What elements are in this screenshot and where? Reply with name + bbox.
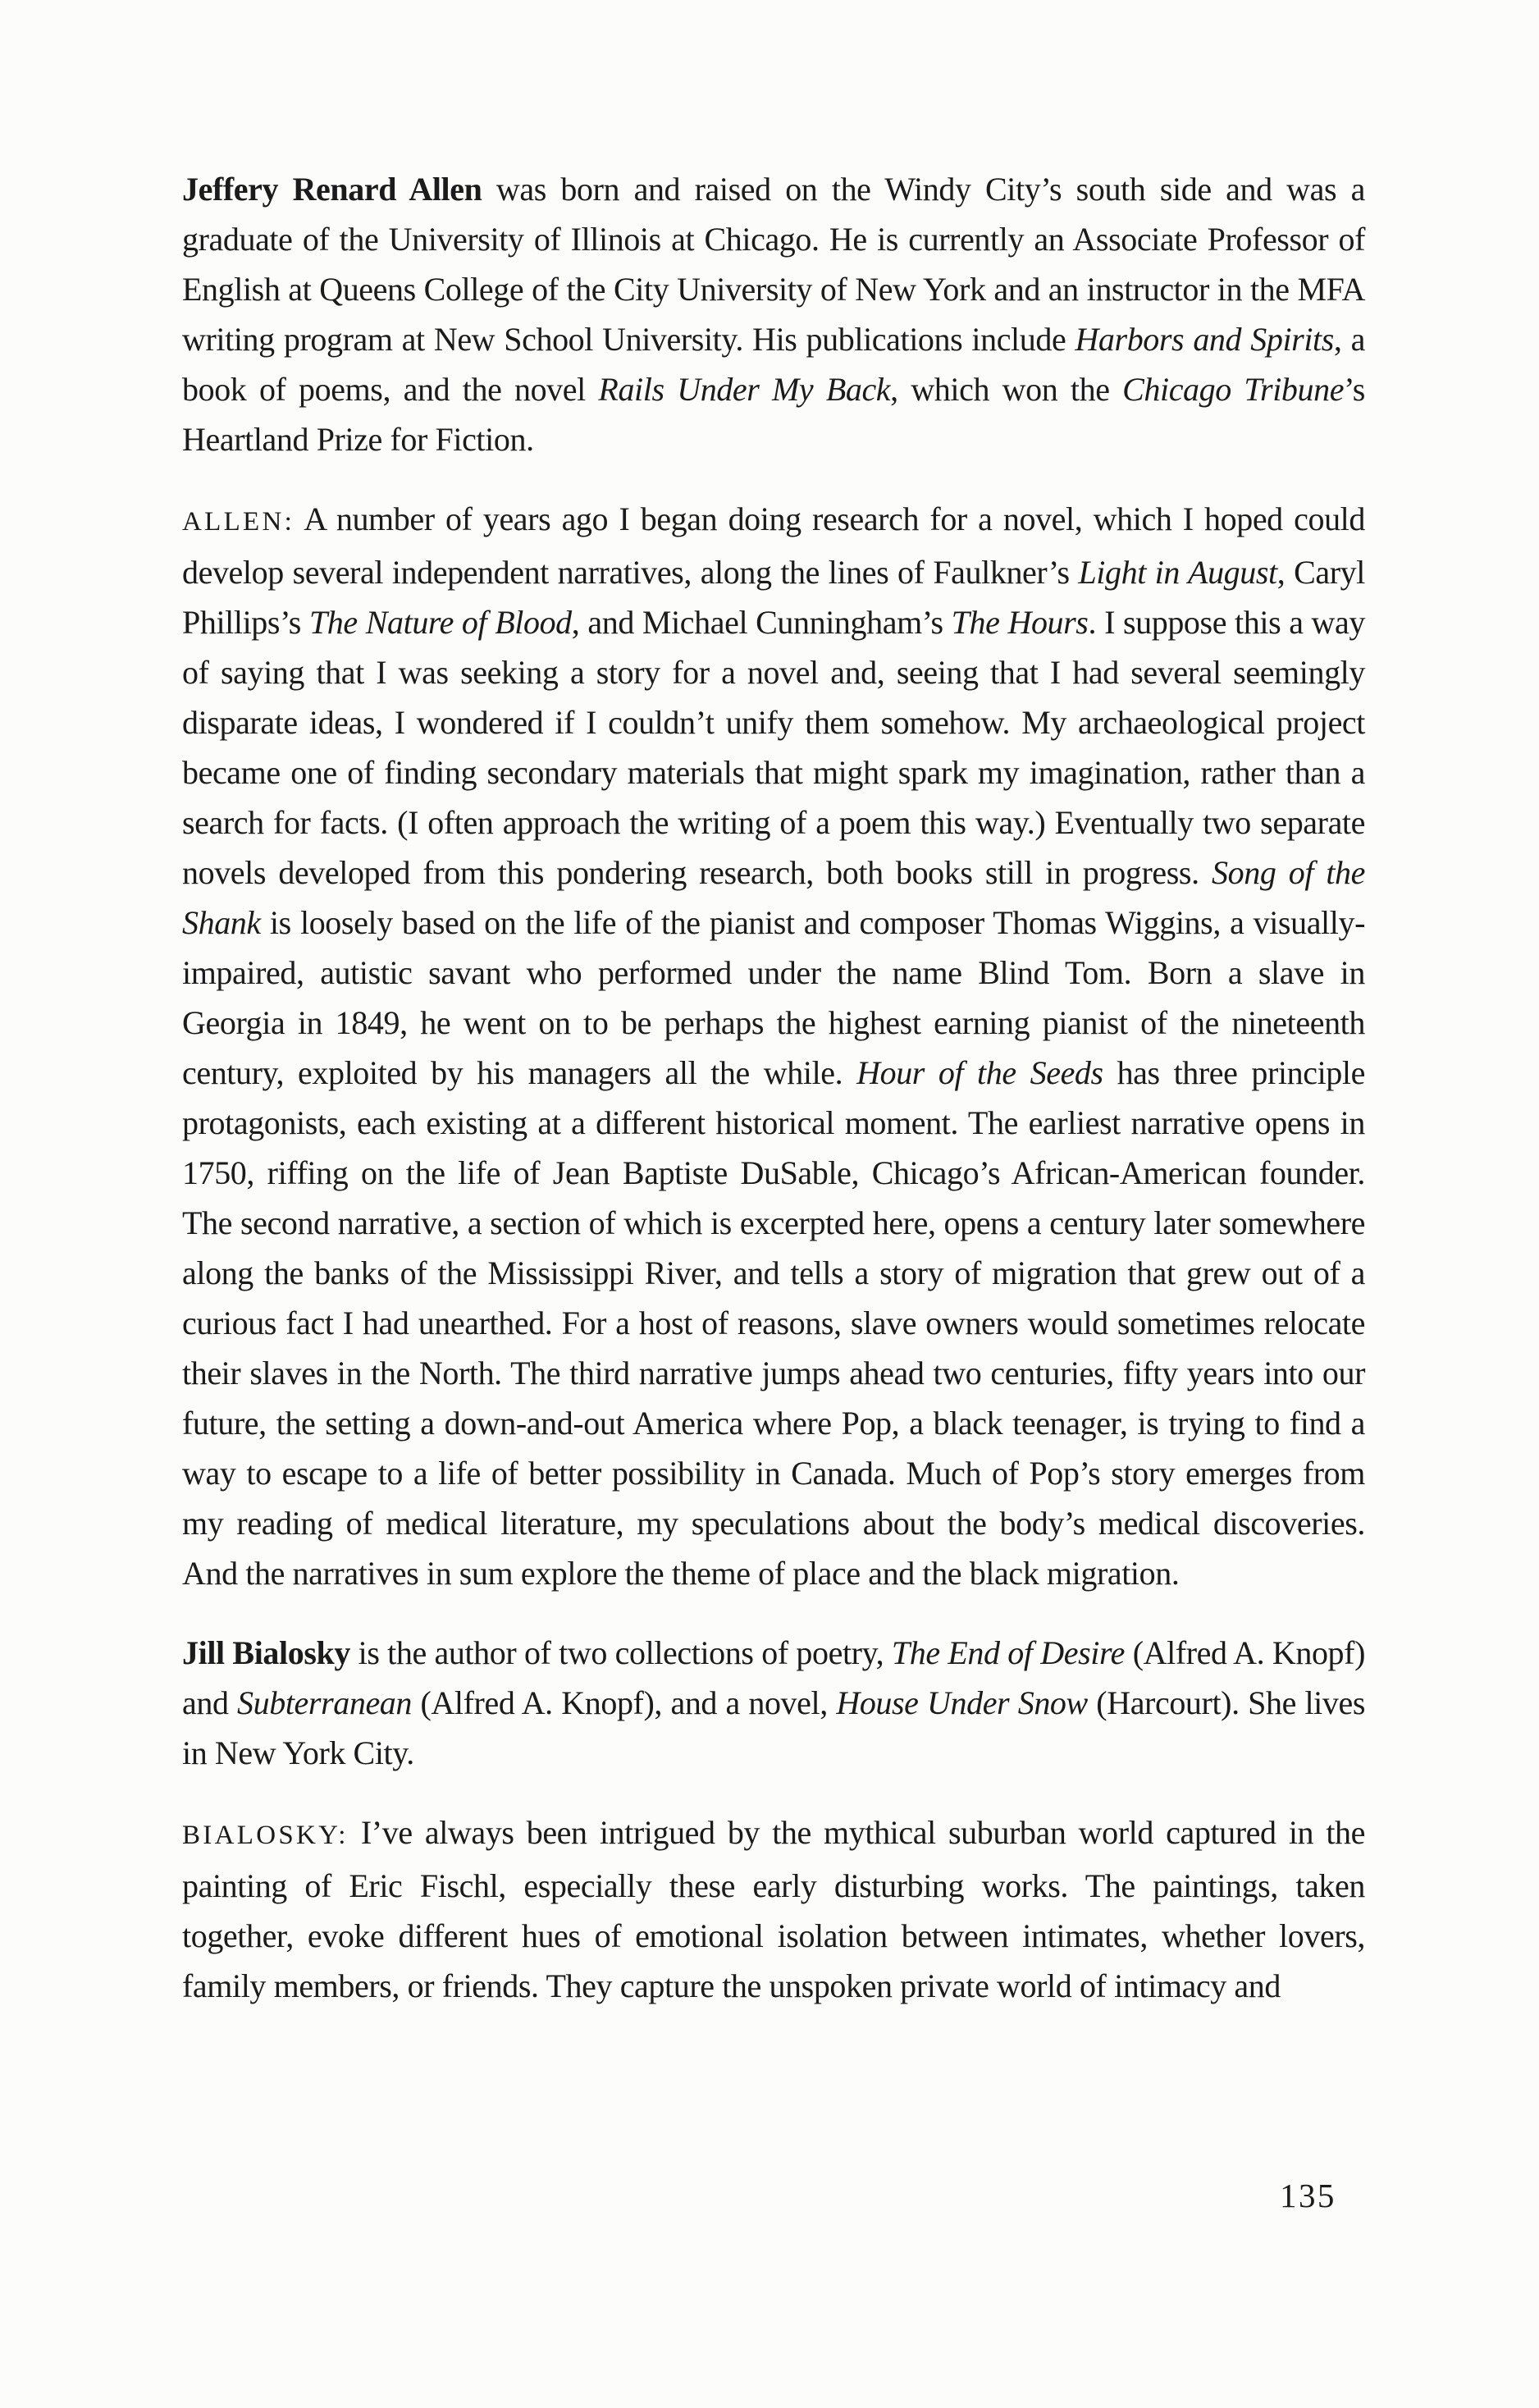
body-text: . I suppose this a way of saying that I was seeking a story for a novel and, seeing that I had several seemingly disparate ideas, I wondered if I couldn’t unify them somehow. My archaeological project became one of finding secondary materials that might spark my imagination, rather than a search for facts. (I often approach the writing of a poem this way.) Eventually two separate novels developed from this pondering research, both books still in progress.	[182, 604, 1365, 891]
work-title: House Under Snow	[836, 1684, 1088, 1721]
body-text: was born and raised on the Windy City’s south side and was a graduate of the University of Illinois at Chicago. He is currently an Associate Professor of English at Queens College of the City University of New York and an instructor in the MFA writing program at New School University. His publications include	[182, 171, 1366, 358]
body-text: A number of years ago I began doing research for a novel, which I hoped could develop several independent narratives, along the lines of Faulkner’s	[182, 500, 1365, 591]
body-text: , Caryl Phillips’s	[182, 554, 1365, 641]
work-title: Chicago Tribune	[1122, 371, 1345, 408]
work-title: The Hours	[951, 604, 1089, 641]
author-name: Jeffery Renard Allen	[182, 171, 482, 208]
speaker-label: BIALOSKY:	[182, 1821, 349, 1850]
body-text: , a book of poems, and the novel	[182, 321, 1365, 408]
work-title: Song of the Shank	[182, 854, 1365, 941]
body-text: , which won the	[890, 371, 1123, 408]
allen-bio	[182, 164, 1365, 464]
bialosky-bio	[182, 1628, 1365, 1778]
text-column	[182, 164, 1365, 2040]
bialosky-response	[182, 1807, 1365, 2011]
body-text: , and Michael Cunningham’s	[571, 604, 952, 641]
body-text: has three principle protagonists, each existing at a different historical moment. The earliest narrative opens in 1750, riffing on the life of Jean Baptiste DuSable, Chicago’s African-American founder. The second narrative, a section of which is excerpted here, opens a century later somewhere along the banks of the Mississippi River, and tells a story of migration that grew out of a curious fact I had unearthed. For a host of reasons, slave owners would sometimes relocate their slaves in the North. The third narrative jumps ahead two centuries, fifty years into our future, the setting a down-and-out America where Pop, a black teenager, is trying to find a way to escape to a life of better possibility in Canada. Much of Pop’s story emerges from my reading of medical literature, my speculations about the body’s medical discoveries. And the narratives in sum explore the theme of place and the black migration.	[182, 1054, 1365, 1592]
work-title: Subterranean	[237, 1684, 413, 1721]
page-number: 135	[1280, 2177, 1336, 2214]
work-title: Rails Under My Back	[598, 371, 891, 408]
allen-response	[182, 494, 1365, 1598]
body-text: is the author of two collections of poetry,	[349, 1634, 892, 1671]
work-title: The Nature of Blood	[308, 604, 572, 641]
body-text: I’ve always been intrigued by the mythical suburban world captured in the painting of Eric Fischl, especially these early disturbing works. The paintings, taken together, evoke different hues of emotional isolation between intimates, whether lovers, family members, or friends. They capture the unspoken private world of intimacy and	[182, 1814, 1365, 2004]
body-text: ’s Heartland Prize for Fiction.	[182, 371, 1365, 458]
author-name: Jill Bialosky	[182, 1634, 350, 1671]
body-text: (Alfred A. Knopf) and	[182, 1634, 1365, 1721]
work-title: Harbors and Spirits	[1075, 321, 1334, 358]
speaker-label: ALLEN:	[182, 507, 295, 537]
body-text: is loosely based on the life of the pianist and composer Thomas Wiggins, a visually-impaired, autistic savant who performed under the name Blind Tom. Born a slave in Georgia in 1849, he went on to be perhaps the highest earning pianist of the nineteenth century, exploited by his managers all the while.	[182, 904, 1365, 1091]
body-text: (Harcourt). She lives in New York City.	[182, 1684, 1365, 1771]
work-title: Hour of the Seeds	[856, 1054, 1103, 1091]
work-title: Light in August	[1078, 554, 1277, 591]
work-title: The End of Desire	[891, 1634, 1126, 1671]
body-text: (Alfred A. Knopf), and a novel,	[412, 1684, 837, 1721]
